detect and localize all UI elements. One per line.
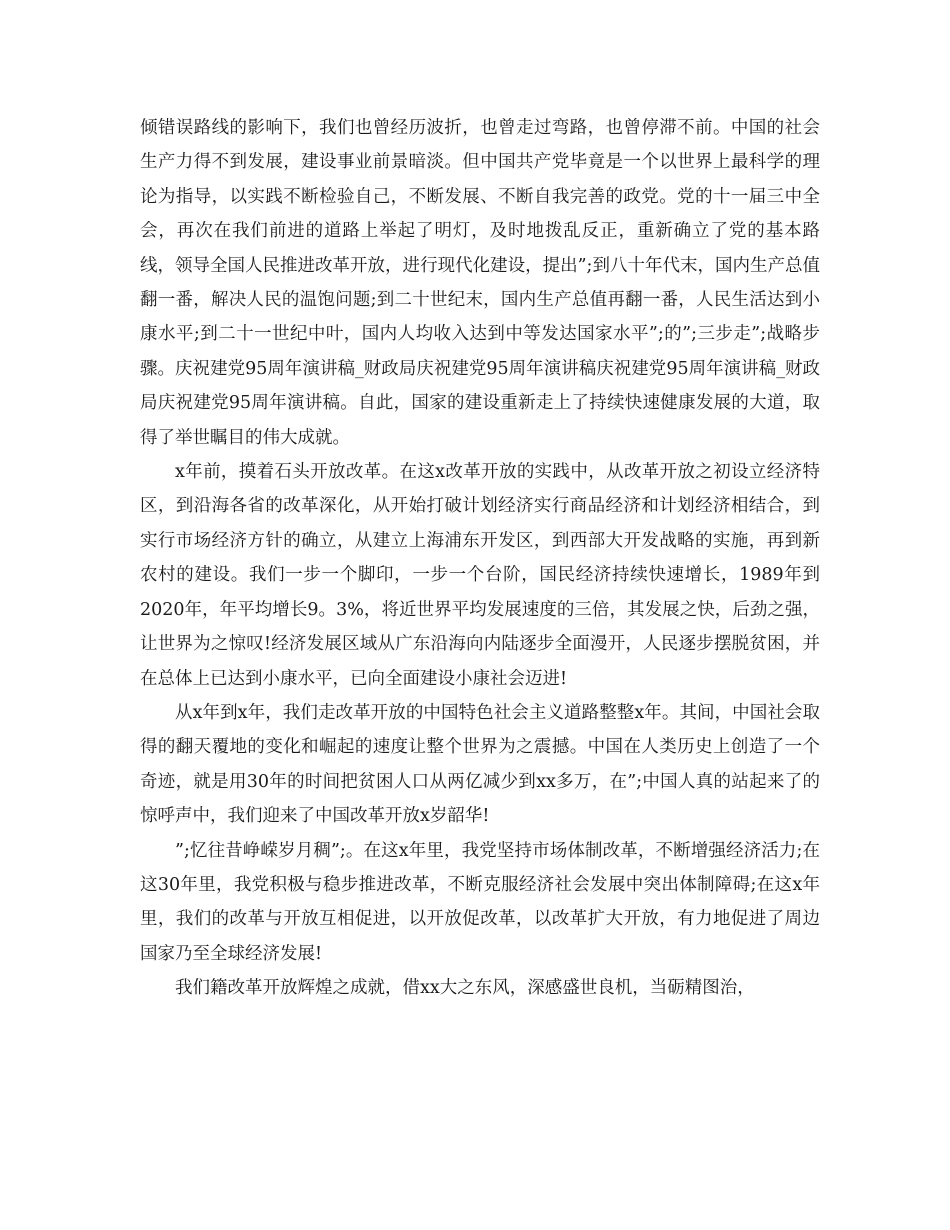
- paragraph-4: ”;忆往昔峥嵘岁月稠”;。在这x年里，我党坚持市场体制改革，不断增强经济活力;在这30年里，我党积极与稳步推进改革，不断克服经济社会发展中突出体制障碍;在这x年里，我们的改革与开放互相促进，以开放促改革，以改革扩大开放，有力地促进了周边国家乃至全球经济发展!: [140, 840, 820, 964]
- paragraph-2: x年前，摸着石头开放改革。在这x改革开放的实践中，从改革开放之初设立经济特区，到沿海各省的改革深化，从开始打破计划经济实行商品经济和计划经济相结合，到实行市场经济方针的确立，从建立上海浦东开发区，到西部大开发战略的实施，再到新农村的建设。我们一步一个脚印，一步一个台阶，国民经济持续快速增长，1989年到2020年，年平均增长9。3%，将近世界平均发展速度的三倍，其发展之快，后劲之强，让世界为之惊叹!经济发展区域从广东沿海向内陆逐步全面漫开，人民逐步摆脱贫困，并在总体上已达到小康水平，已向全面建设小康社会迈进!: [140, 462, 820, 689]
- document-body: [140, 111, 820, 1006]
- paragraph-1: 倾错误路线的影响下，我们也曾经历波折，也曾走过弯路，也曾停滞不前。中国的社会生产力得不到发展，建设事业前景暗淡。但中国共产党毕竟是一个以世界上最科学的理论为指导，以实践不断检验自己，不断发展、不断自我完善的政党。党的十一届三中全会，再次在我们前进的道路上举起了明灯，及时地拨乱反正，重新确立了党的基本路线，领导全国人民推进改革开放，进行现代化建设，提出”;到八十年代末，国内生产总值翻一番，解决人民的温饱问题;到二十世纪末，国内生产总值再翻一番，人民生活达到小康水平;到二十一世纪中叶，国内人均收入达到中等发达国家水平”;的”;三步走”;战略步骤。庆祝建党95周年演讲稿_财政局庆祝建党95周年演讲稿庆祝建党95周年演讲稿_财政局庆祝建党95周年演讲稿。自此，国家的建设重新走上了持续快速健康发展的大道，取得了举世瞩目的伟大成就。: [140, 118, 820, 448]
- paragraph-3: 从x年到x年，我们走改革开放的中国特色社会主义道路整整x年。其间，中国社会取得的翻天覆地的变化和崛起的速度让整个世界为之震撼。中国在人类历史上创造了一个奇迹，就是用30年的时间把贫困人口从两亿减少到xx多万，在”;中国人真的站起来了的惊呼声中，我们迎来了中国改革开放x岁韶华!: [140, 702, 820, 827]
- paragraph-5: 我们籍改革开放辉煌之成就，借xx大之东风，深感盛世良机，当砺精图治，: [175, 978, 755, 999]
